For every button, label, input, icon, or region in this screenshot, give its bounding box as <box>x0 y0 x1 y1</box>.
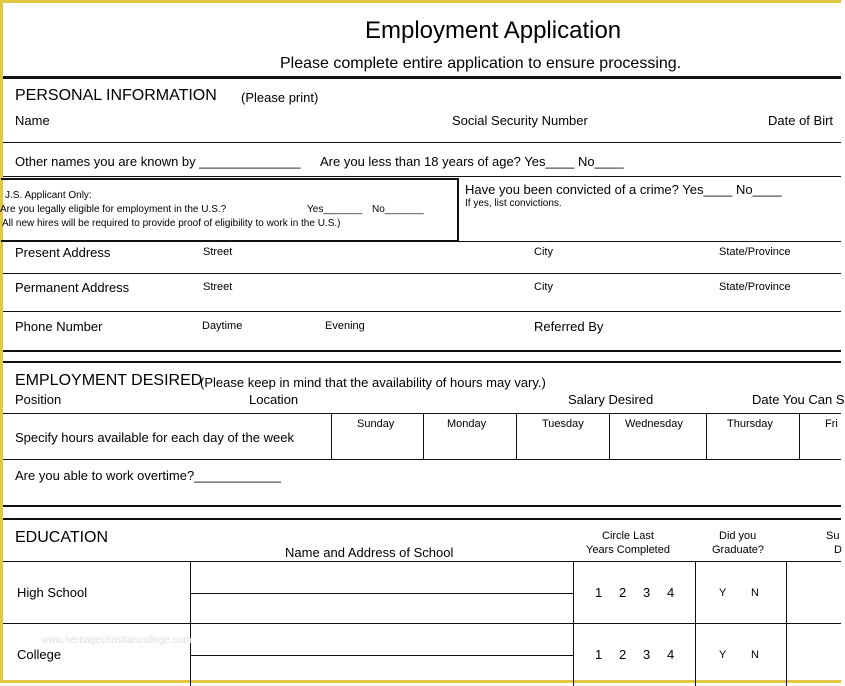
phone-label: Phone Number <box>15 319 103 334</box>
divider <box>3 76 841 79</box>
day-monday[interactable]: Monday <box>447 418 487 430</box>
divider <box>3 176 841 177</box>
divider <box>3 459 841 460</box>
year-option[interactable]: 4 <box>667 647 675 662</box>
location-field[interactable]: Location <box>249 392 299 407</box>
school-column-header: Name and Address of School <box>285 545 454 560</box>
school-address-line[interactable] <box>190 593 573 594</box>
present-state-field[interactable]: State/Province <box>719 246 791 258</box>
section-heading-education: EDUCATION <box>15 529 109 546</box>
divider <box>3 413 841 414</box>
divider <box>3 350 841 352</box>
day-friday[interactable]: Fri <box>825 418 838 430</box>
divider <box>3 361 841 363</box>
start-date-field[interactable]: Date You Can S <box>752 392 845 407</box>
day-sunday[interactable]: Sunday <box>357 418 395 430</box>
year-option[interactable]: 1 <box>595 585 603 600</box>
divider <box>3 273 841 274</box>
education-row-label: High School <box>17 585 88 600</box>
divider <box>3 518 841 520</box>
position-field[interactable]: Position <box>15 392 62 407</box>
other-names-field[interactable]: Other names you are known by ______________ <box>15 154 301 169</box>
subject-column-header-line2: D <box>834 544 842 556</box>
column-divider <box>706 413 707 459</box>
subject-column-header-line1: Su <box>826 530 840 542</box>
hours-label: Specify hours available for each day of the week <box>15 430 294 445</box>
graduate-column-header-line1: Did you <box>719 530 757 542</box>
section-heading-personal: PERSONAL INFORMATION <box>15 87 217 104</box>
graduate-column-header-line2: Graduate? <box>712 544 764 556</box>
school-address-line[interactable] <box>190 655 573 656</box>
present-city-field[interactable]: City <box>534 246 553 258</box>
evening-phone-field[interactable]: Evening <box>325 320 365 332</box>
year-option[interactable]: 3 <box>643 585 651 600</box>
form-title: Employment Application <box>365 17 622 44</box>
ssn-field[interactable]: Social Security Number <box>452 113 588 128</box>
graduated-yes[interactable]: Y <box>719 649 727 661</box>
present-street-field[interactable]: Street <box>203 246 233 258</box>
years-column-header-line2: Years Completed <box>586 544 670 556</box>
eligibility-question: Are you legally eligible for employment in the U.S.? <box>0 204 227 215</box>
column-divider <box>516 413 517 459</box>
education-row-label: College <box>17 647 62 662</box>
permanent-state-field[interactable]: State/Province <box>719 281 791 293</box>
divider <box>3 505 841 507</box>
watermark: www.heritagechristiancollege.com <box>41 635 192 646</box>
day-wednesday[interactable]: Wednesday <box>625 418 683 430</box>
conviction-note: If yes, list convictions. <box>465 198 562 209</box>
dob-field[interactable]: Date of Birt <box>768 113 834 128</box>
permanent-address-label: Permanent Address <box>15 280 130 295</box>
graduated-no[interactable]: N <box>751 587 759 599</box>
us-applicant-label: J.S. Applicant Only: <box>5 190 92 201</box>
column-divider <box>423 413 424 459</box>
divider <box>3 623 841 624</box>
eligibility-no[interactable]: No_______ <box>372 204 424 215</box>
print-note: (Please print) <box>241 90 319 105</box>
divider <box>3 561 841 562</box>
under-18-question[interactable]: Are you less than 18 years of age? Yes____ No____ <box>320 154 624 169</box>
eligibility-yes[interactable]: Yes_______ <box>307 204 363 215</box>
present-address-label: Present Address <box>15 245 111 260</box>
eligibility-proof-note: All new hires will be required to provide proof of eligibility to work in the U.S.) <box>2 218 341 229</box>
day-thursday[interactable]: Thursday <box>727 418 773 430</box>
name-field[interactable]: Name <box>15 113 50 128</box>
year-option[interactable]: 2 <box>619 585 627 600</box>
permanent-city-field[interactable]: City <box>534 281 553 293</box>
column-divider <box>331 413 332 459</box>
referred-by-field[interactable]: Referred By <box>534 319 604 334</box>
divider <box>459 241 841 242</box>
conviction-question[interactable]: Have you been convicted of a crime? Yes____ No____ <box>465 182 782 197</box>
day-tuesday[interactable]: Tuesday <box>542 418 584 430</box>
salary-field[interactable]: Salary Desired <box>568 392 654 407</box>
overtime-question[interactable]: Are you able to work overtime?____________ <box>15 468 281 483</box>
year-option[interactable]: 2 <box>619 647 627 662</box>
year-option[interactable]: 3 <box>643 647 651 662</box>
years-column-header-line1: Circle Last <box>602 530 654 542</box>
daytime-phone-field[interactable]: Daytime <box>202 320 243 332</box>
column-divider <box>609 413 610 459</box>
column-divider <box>799 413 800 459</box>
form-subtitle: Please complete entire application to ensure processing. <box>280 55 682 72</box>
divider <box>3 142 841 143</box>
divider <box>3 311 841 312</box>
section-heading-employment: EMPLOYMENT DESIRED <box>15 372 203 389</box>
graduated-no[interactable]: N <box>751 649 759 661</box>
permanent-street-field[interactable]: Street <box>203 281 233 293</box>
year-option[interactable]: 1 <box>595 647 603 662</box>
graduated-yes[interactable]: Y <box>719 587 727 599</box>
availability-note: (Please keep in mind that the availability of hours may vary.) <box>200 375 546 390</box>
year-option[interactable]: 4 <box>667 585 675 600</box>
